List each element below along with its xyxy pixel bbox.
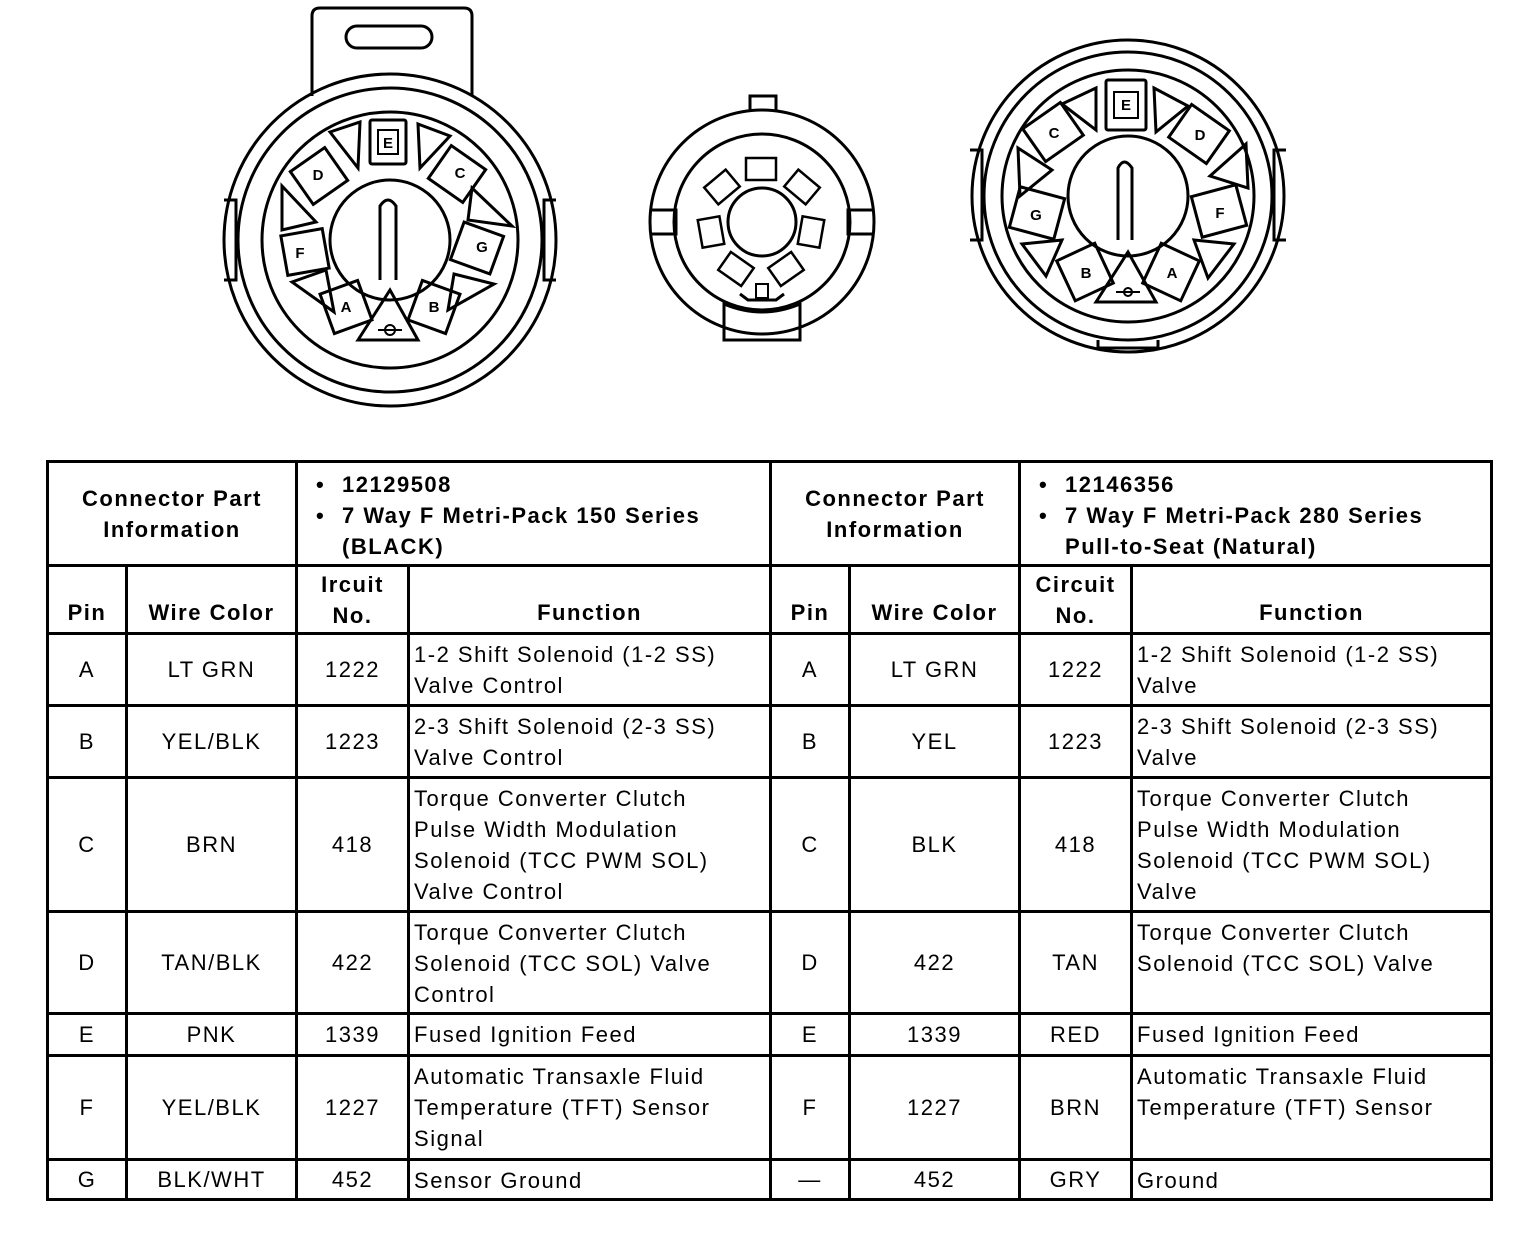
right-pin-cell: C [771,778,850,912]
function-line: Valve Control [414,745,564,770]
middle-connector [650,96,874,340]
right-function-cell [1132,1160,1492,1200]
left-circuit-header-line1: Ircuit [321,571,384,597]
left-info-title-line2: Information [103,516,241,542]
table-row [48,634,1492,706]
right-pin-header: Pin [771,566,850,634]
right-wire-color-cell: 1227 [850,1056,1020,1160]
left-pin-e-label: E [382,135,394,152]
function-line: Sensor Ground [414,1168,583,1193]
function-line: Solenoid (TCC PWM SOL) [1137,848,1432,873]
left-connector [224,8,556,406]
left-function-header: Function [409,566,771,634]
left-circuit-cell: 418 [297,778,409,912]
right-circuit-header [1020,566,1132,634]
function-line: 2-3 Shift Solenoid (2-3 SS) [1137,714,1440,739]
left-pin-cell: F [48,1056,127,1160]
right-info-details [1020,462,1492,566]
right-function-cell [1132,912,1492,1014]
left-info-details [297,462,771,566]
function-line: Torque Converter Clutch [414,920,687,945]
table-row [48,1160,1492,1200]
right-info-title-line2: Information [826,516,964,542]
right-circuit-cell: TAN [1020,912,1132,1014]
right-desc-line2: Pull-to-Seat (Natural) [1065,534,1317,559]
table-row [48,706,1492,778]
function-line: 1-2 Shift Solenoid (1-2 SS) [1137,642,1440,667]
function-line: 2-3 Shift Solenoid (2-3 SS) [414,714,717,739]
left-function-cell [409,1014,771,1056]
left-pin-a-label: A [340,299,352,316]
left-pin-cell: A [48,634,127,706]
right-wire-color-cell: BLK [850,778,1020,912]
left-circuit-cell: 1339 [297,1014,409,1056]
left-connector-description [342,500,765,562]
right-connector-description [1065,500,1486,562]
left-pin-c-label: C [454,165,466,182]
right-info-title [771,462,1020,566]
right-info-title-line1: Connector Part [805,485,985,511]
left-circuit-cell: 422 [297,912,409,1014]
table-row [48,1056,1492,1160]
right-circuit-cell: 418 [1020,778,1132,912]
function-line: Valve [1137,673,1198,698]
function-line: Solenoid (TCC SOL) Valve [1137,951,1435,976]
left-connector-labels [295,135,487,316]
right-pin-cell: E [771,1014,850,1056]
function-line: Valve Control [414,673,564,698]
function-line: Torque Converter Clutch [1137,786,1410,811]
pinout-table [46,460,1493,1201]
right-pin-c-label: C [1048,125,1060,142]
right-pin-f-label: F [1215,205,1225,222]
right-wire-color-header: Wire Color [850,566,1020,634]
left-pin-cell: G [48,1160,127,1200]
function-line: Fused Ignition Feed [1137,1022,1360,1047]
right-circuit-header-line1: Circuit [1035,571,1116,597]
function-line: Torque Converter Clutch [1137,920,1410,945]
connector-info-row [48,462,1492,566]
left-pin-header: Pin [48,566,127,634]
left-info-title-line1: Connector Part [82,485,262,511]
function-line: Valve [1137,745,1198,770]
table-row [48,778,1492,912]
left-pin-g-label: G [476,239,488,256]
left-wire-color-cell: YEL/BLK [127,706,297,778]
function-line: Solenoid (TCC SOL) Valve [414,951,712,976]
left-function-cell [409,912,771,1014]
right-wire-color-cell: YEL [850,706,1020,778]
left-wire-color-header: Wire Color [127,566,297,634]
right-pin-d-label: D [1194,127,1206,144]
right-circuit-cell: BRN [1020,1056,1132,1160]
function-line: Signal [414,1126,485,1151]
function-line: Temperature (TFT) Sensor [1137,1095,1434,1120]
table-row [48,912,1492,1014]
right-pin-b-label: B [1080,265,1092,282]
left-desc-line1: • 7 Way F Metri-Pack 150 Series [342,503,701,528]
left-part-number: • 12129508 [342,469,765,500]
left-pin-b-label: B [428,299,440,316]
left-circuit-header [297,566,409,634]
right-circuit-cell: 1223 [1020,706,1132,778]
left-info-title [48,462,297,566]
right-connector [970,40,1286,352]
right-pin-e-label: E [1120,97,1132,114]
function-line: Automatic Transaxle Fluid [1137,1064,1428,1089]
right-pin-g-label: G [1030,207,1042,224]
function-line: Torque Converter Clutch [414,786,687,811]
right-wire-color-cell: 1339 [850,1014,1020,1056]
right-pin-cell: A [771,634,850,706]
left-pin-cell: E [48,1014,127,1056]
left-function-cell [409,1160,771,1200]
function-line: Solenoid (TCC PWM SOL) [414,848,709,873]
left-wire-color-cell: YEL/BLK [127,1056,297,1160]
left-circuit-header-line2: No. [332,602,373,628]
left-function-cell [409,1056,771,1160]
right-pin-cell: F [771,1056,850,1160]
right-function-cell [1132,706,1492,778]
left-wire-color-cell: PNK [127,1014,297,1056]
right-function-header: Function [1132,566,1492,634]
left-pin-cell: C [48,778,127,912]
left-wire-color-cell: TAN/BLK [127,912,297,1014]
right-circuit-header-line2: No. [1055,602,1096,628]
right-pin-cell: — [771,1160,850,1200]
right-pin-cell: D [771,912,850,1014]
right-pin-a-label: A [1166,265,1178,282]
connector-drawing [0,0,1520,440]
function-line: Temperature (TFT) Sensor [414,1095,711,1120]
function-line: Automatic Transaxle Fluid [414,1064,705,1089]
function-line: Valve Control [414,879,564,904]
left-circuit-cell: 1222 [297,634,409,706]
right-circuit-cell: RED [1020,1014,1132,1056]
right-circuit-cell: 1222 [1020,634,1132,706]
function-line: Fused Ignition Feed [414,1022,637,1047]
right-function-cell [1132,1056,1492,1160]
column-header-row [48,566,1492,634]
left-pin-f-label: F [295,245,305,262]
left-pin-cell: D [48,912,127,1014]
table-row [48,1014,1492,1056]
right-function-cell [1132,778,1492,912]
right-function-cell [1132,634,1492,706]
left-pin-cell: B [48,706,127,778]
left-pin-d-label: D [312,167,324,184]
function-line: Pulse Width Modulation [414,817,679,842]
right-wire-color-cell: 452 [850,1160,1020,1200]
right-desc-line1: • 7 Way F Metri-Pack 280 Series [1065,503,1424,528]
function-line: 1-2 Shift Solenoid (1-2 SS) [414,642,717,667]
right-circuit-cell: GRY [1020,1160,1132,1200]
function-line: Ground [1137,1168,1220,1193]
function-line: Valve [1137,879,1198,904]
right-part-number: • 12146356 [1065,469,1486,500]
left-circuit-cell: 1223 [297,706,409,778]
left-function-cell [409,706,771,778]
right-wire-color-cell: 422 [850,912,1020,1014]
left-function-cell [409,634,771,706]
left-wire-color-cell: BRN [127,778,297,912]
function-line: Pulse Width Modulation [1137,817,1402,842]
connector-diagrams [0,0,1520,440]
left-wire-color-cell: BLK/WHT [127,1160,297,1200]
left-circuit-cell: 1227 [297,1056,409,1160]
function-line: Control [414,982,496,1007]
left-circuit-cell: 452 [297,1160,409,1200]
right-wire-color-cell: LT GRN [850,634,1020,706]
right-pin-cell: B [771,706,850,778]
left-desc-line2: (BLACK) [342,534,445,559]
right-function-cell [1132,1014,1492,1056]
left-wire-color-cell: LT GRN [127,634,297,706]
left-function-cell [409,778,771,912]
